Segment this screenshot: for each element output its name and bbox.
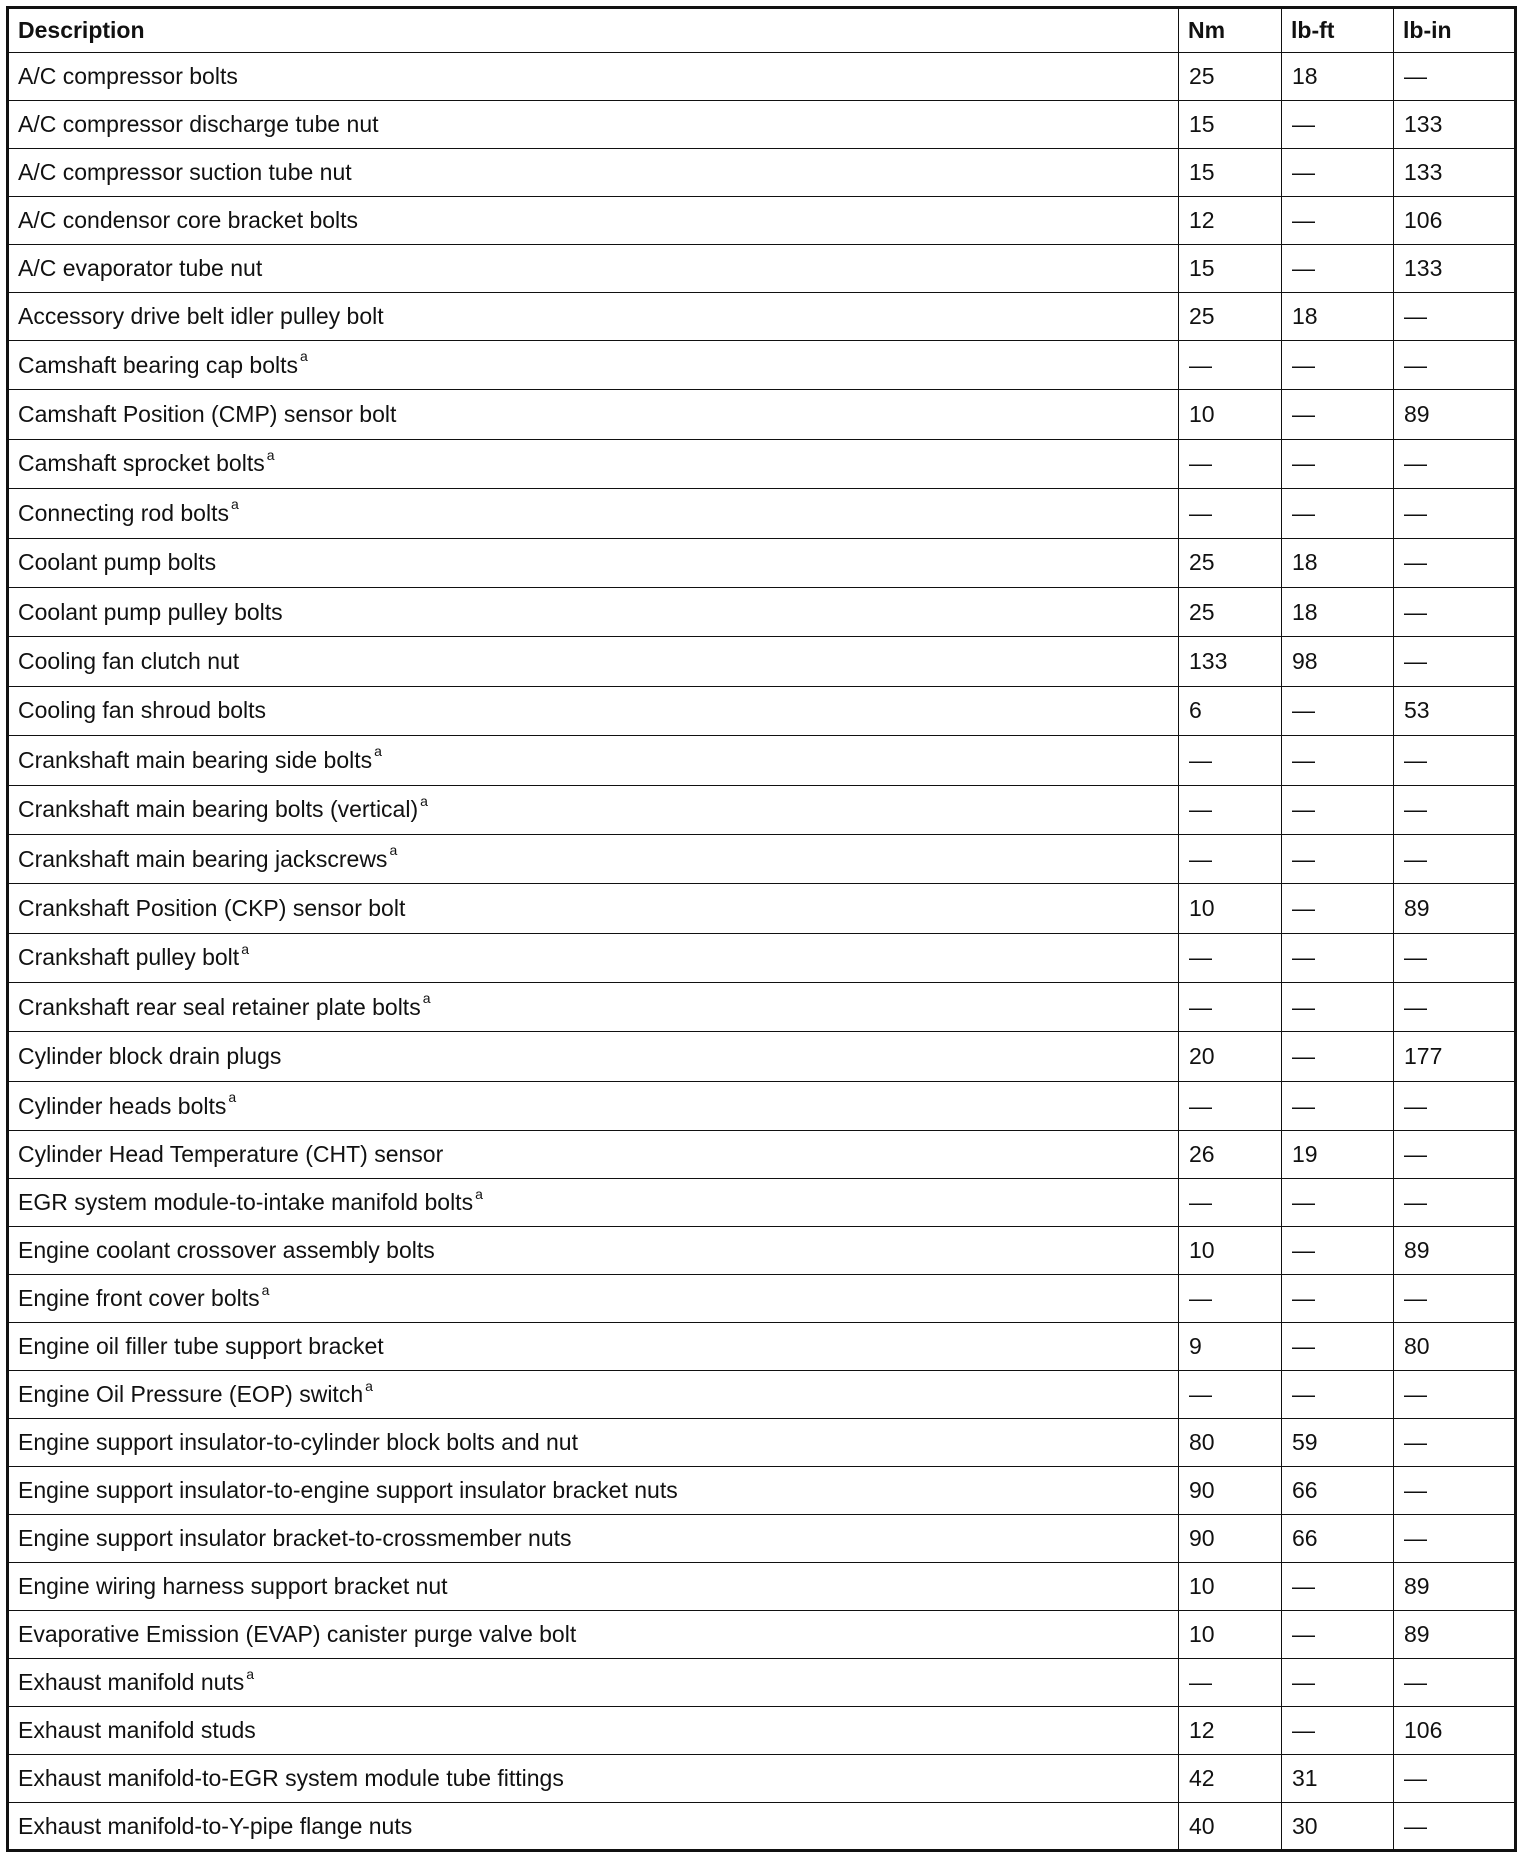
table-row xyxy=(8,1803,1516,1851)
nm-cell: 80 xyxy=(1179,1419,1282,1467)
lb-ft-cell: — xyxy=(1282,1707,1394,1755)
description-cell xyxy=(8,1515,1179,1563)
lb-ft-cell: — xyxy=(1282,1563,1394,1611)
description-cell xyxy=(8,933,1179,982)
lb-ft-cell: 18 xyxy=(1282,293,1394,341)
description-cell xyxy=(8,293,1179,341)
lb-ft-cell: — xyxy=(1282,245,1394,293)
table-row xyxy=(8,53,1516,101)
table-row xyxy=(8,149,1516,197)
header-lb-in: lb-in xyxy=(1394,8,1516,53)
table-row xyxy=(8,983,1516,1032)
description-text: Crankshaft pulley bolt xyxy=(18,944,240,971)
description-text: Crankshaft main bearing bolts (vertical) xyxy=(18,796,419,823)
nm-cell: — xyxy=(1179,1179,1282,1227)
lb-in-cell: — xyxy=(1394,538,1516,587)
lb-ft-cell: 66 xyxy=(1282,1467,1394,1515)
footnote-marker: a xyxy=(420,792,428,809)
description-text: Crankshaft rear seal retainer plate bolts xyxy=(18,993,421,1020)
lb-ft-cell: — xyxy=(1282,1611,1394,1659)
description-text: A/C evaporator tube nut xyxy=(18,255,263,281)
lb-ft-cell: — xyxy=(1282,1032,1394,1081)
lb-in-cell: — xyxy=(1394,834,1516,883)
description-text: Engine front cover bolts xyxy=(18,1285,260,1312)
table-row xyxy=(8,390,1516,439)
description-text: Engine wiring harness support bracket nut xyxy=(18,1573,448,1600)
lb-ft-cell: — xyxy=(1282,933,1394,982)
description-text: Exhaust manifold-to-EGR system module tube fittings xyxy=(18,1765,564,1792)
description-cell xyxy=(8,538,1179,587)
description-cell xyxy=(8,736,1179,785)
table-row xyxy=(8,1323,1516,1371)
lb-in-cell: — xyxy=(1394,785,1516,834)
lb-in-cell: — xyxy=(1394,1515,1516,1563)
lb-in-cell: — xyxy=(1394,637,1516,686)
footnote-marker: a xyxy=(365,1377,373,1394)
lb-ft-cell: 98 xyxy=(1282,637,1394,686)
footnote-marker: a xyxy=(475,1185,483,1202)
nm-cell: 10 xyxy=(1179,390,1282,439)
table-row xyxy=(8,1227,1516,1275)
lb-ft-cell: 18 xyxy=(1282,538,1394,587)
nm-cell: 10 xyxy=(1179,884,1282,933)
description-text: Evaporative Emission (EVAP) canister purge valve bolt xyxy=(18,1621,577,1648)
description-text: Exhaust manifold nuts xyxy=(18,1669,245,1696)
description-cell xyxy=(8,1659,1179,1707)
nm-cell: 25 xyxy=(1179,53,1282,101)
nm-cell: 90 xyxy=(1179,1515,1282,1563)
nm-cell: — xyxy=(1179,489,1282,538)
description-text: Exhaust manifold-to-Y-pipe flange nuts xyxy=(18,1812,413,1839)
lb-ft-cell: 30 xyxy=(1282,1803,1394,1851)
table-row xyxy=(8,245,1516,293)
table-row xyxy=(8,197,1516,245)
description-cell xyxy=(8,439,1179,488)
footnote-marker: a xyxy=(246,1665,255,1682)
lb-in-cell: 177 xyxy=(1394,1032,1516,1081)
lb-in-cell: 89 xyxy=(1394,1611,1516,1659)
description-text: Coolant pump bolts xyxy=(18,549,217,576)
nm-cell: 9 xyxy=(1179,1323,1282,1371)
nm-cell: 12 xyxy=(1179,1707,1282,1755)
description-text: Engine support insulator bracket-to-crossmember nuts xyxy=(18,1525,572,1552)
table-row xyxy=(8,686,1516,735)
lb-ft-cell: — xyxy=(1282,341,1394,390)
lb-ft-cell: 18 xyxy=(1282,53,1394,101)
description-text: A/C compressor suction tube nut xyxy=(18,159,352,185)
description-cell xyxy=(8,1803,1179,1851)
lb-in-cell: — xyxy=(1394,1755,1516,1803)
lb-ft-cell: — xyxy=(1282,1659,1394,1707)
description-text: Crankshaft main bearing side bolts xyxy=(18,746,373,773)
lb-ft-cell: — xyxy=(1282,197,1394,245)
footnote-marker: a xyxy=(266,446,275,463)
table-row xyxy=(8,1515,1516,1563)
nm-cell: 90 xyxy=(1179,1467,1282,1515)
description-text: Engine support insulator-to-cylinder block bolts and nut xyxy=(18,1429,578,1456)
lb-in-cell: — xyxy=(1394,1371,1516,1419)
description-cell xyxy=(8,1371,1179,1419)
table-row xyxy=(8,341,1516,390)
nm-cell: — xyxy=(1179,785,1282,834)
description-text: Cylinder heads bolts xyxy=(18,1092,227,1119)
lb-in-cell: — xyxy=(1394,1179,1516,1227)
nm-cell: 15 xyxy=(1179,245,1282,293)
description-cell xyxy=(8,1227,1179,1275)
table-row xyxy=(8,785,1516,834)
table-row xyxy=(8,637,1516,686)
description-cell xyxy=(8,341,1179,390)
lb-ft-cell: — xyxy=(1282,785,1394,834)
description-text: Crankshaft Position (CKP) sensor bolt xyxy=(18,894,406,921)
description-text: Engine Oil Pressure (EOP) switch xyxy=(18,1381,364,1408)
description-text: EGR system module-to-intake manifold bolts xyxy=(18,1189,474,1216)
lb-ft-cell: — xyxy=(1282,884,1394,933)
nm-cell: 25 xyxy=(1179,293,1282,341)
description-cell xyxy=(8,983,1179,1032)
table-row xyxy=(8,293,1516,341)
header-lb-ft: lb-ft xyxy=(1282,8,1394,53)
description-text: Engine support insulator-to-engine support insulator bracket nuts xyxy=(18,1477,678,1504)
nm-cell: 12 xyxy=(1179,197,1282,245)
lb-in-cell: — xyxy=(1394,587,1516,636)
footnote-marker: a xyxy=(241,940,249,957)
description-text: Camshaft bearing cap bolts xyxy=(18,351,298,378)
lb-in-cell: — xyxy=(1394,736,1516,785)
lb-ft-cell: 19 xyxy=(1282,1131,1394,1179)
lb-ft-cell: — xyxy=(1282,686,1394,735)
description-cell xyxy=(8,834,1179,883)
nm-cell: 10 xyxy=(1179,1563,1282,1611)
table-row xyxy=(8,1081,1516,1130)
lb-in-cell: — xyxy=(1394,933,1516,982)
footnote-marker: a xyxy=(230,496,239,513)
lb-in-cell: — xyxy=(1394,293,1516,341)
lb-in-cell: — xyxy=(1394,1081,1516,1130)
lb-in-cell: 89 xyxy=(1394,390,1516,439)
nm-cell: 10 xyxy=(1179,1227,1282,1275)
lb-ft-cell: — xyxy=(1282,1275,1394,1323)
lb-in-cell: 53 xyxy=(1394,686,1516,735)
lb-in-cell: 106 xyxy=(1394,1707,1516,1755)
description-cell xyxy=(8,101,1179,149)
footnote-marker: a xyxy=(374,743,382,760)
table-header xyxy=(8,8,1516,53)
lb-in-cell: — xyxy=(1394,1467,1516,1515)
table-row xyxy=(8,587,1516,636)
lb-in-cell: — xyxy=(1394,1275,1516,1323)
lb-in-cell: — xyxy=(1394,489,1516,538)
description-cell xyxy=(8,1081,1179,1130)
nm-cell: 40 xyxy=(1179,1803,1282,1851)
lb-in-cell: 89 xyxy=(1394,1227,1516,1275)
table-row xyxy=(8,1755,1516,1803)
lb-ft-cell: 31 xyxy=(1282,1755,1394,1803)
table-row xyxy=(8,1467,1516,1515)
footnote-marker: a xyxy=(422,990,431,1007)
nm-cell: 25 xyxy=(1179,538,1282,587)
description-text: Coolant pump pulley bolts xyxy=(18,598,283,625)
table-row xyxy=(8,933,1516,982)
lb-ft-cell: — xyxy=(1282,983,1394,1032)
table-row xyxy=(8,1179,1516,1227)
lb-in-cell: — xyxy=(1394,1659,1516,1707)
lb-ft-cell: — xyxy=(1282,1227,1394,1275)
description-text: A/C condensor core bracket bolts xyxy=(18,207,359,233)
description-cell xyxy=(8,149,1179,197)
description-text: Engine oil filler tube support bracket xyxy=(18,1333,384,1360)
description-text: Connecting rod bolts xyxy=(18,499,229,526)
lb-in-cell: — xyxy=(1394,439,1516,488)
description-cell xyxy=(8,390,1179,439)
table-row xyxy=(8,1131,1516,1179)
nm-cell: 15 xyxy=(1179,101,1282,149)
torque-specification-table xyxy=(6,6,1517,1852)
nm-cell: 10 xyxy=(1179,1611,1282,1659)
lb-ft-cell: — xyxy=(1282,489,1394,538)
nm-cell: 42 xyxy=(1179,1755,1282,1803)
description-text: Cooling fan shroud bolts xyxy=(18,697,267,724)
table-row xyxy=(8,1707,1516,1755)
table-row xyxy=(8,101,1516,149)
description-text: Cooling fan clutch nut xyxy=(18,648,240,675)
lb-ft-cell: — xyxy=(1282,390,1394,439)
lb-ft-cell: 18 xyxy=(1282,587,1394,636)
footnote-marker: a xyxy=(300,348,308,365)
lb-in-cell: 106 xyxy=(1394,197,1516,245)
description-cell xyxy=(8,1755,1179,1803)
lb-in-cell: — xyxy=(1394,1131,1516,1179)
lb-ft-cell: — xyxy=(1282,101,1394,149)
description-text: A/C compressor bolts xyxy=(18,63,238,89)
description-cell xyxy=(8,884,1179,933)
description-cell xyxy=(8,785,1179,834)
nm-cell: — xyxy=(1179,439,1282,488)
table-row xyxy=(8,834,1516,883)
description-text: Crankshaft main bearing jackscrews xyxy=(18,845,388,872)
lb-ft-cell: — xyxy=(1282,834,1394,883)
table-row xyxy=(8,1032,1516,1081)
nm-cell: — xyxy=(1179,1081,1282,1130)
description-text: Accessory drive belt idler pulley bolt xyxy=(18,303,384,329)
description-cell xyxy=(8,686,1179,735)
lb-in-cell: 133 xyxy=(1394,245,1516,293)
lb-ft-cell: — xyxy=(1282,1179,1394,1227)
description-cell xyxy=(8,1323,1179,1371)
table-row xyxy=(8,1563,1516,1611)
description-cell xyxy=(8,1611,1179,1659)
nm-cell: — xyxy=(1179,1275,1282,1323)
lb-in-cell: — xyxy=(1394,53,1516,101)
header-row xyxy=(8,8,1516,53)
lb-in-cell: — xyxy=(1394,1803,1516,1851)
header-description: Description xyxy=(8,8,1179,53)
table-row xyxy=(8,439,1516,488)
nm-cell: 6 xyxy=(1179,686,1282,735)
nm-cell: — xyxy=(1179,1371,1282,1419)
description-cell xyxy=(8,1275,1179,1323)
nm-cell: — xyxy=(1179,834,1282,883)
description-cell xyxy=(8,53,1179,101)
lb-in-cell: 80 xyxy=(1394,1323,1516,1371)
lb-in-cell: — xyxy=(1394,1419,1516,1467)
description-text: Engine coolant crossover assembly bolts xyxy=(18,1237,435,1264)
nm-cell: — xyxy=(1179,1659,1282,1707)
description-cell xyxy=(8,637,1179,686)
lb-ft-cell: — xyxy=(1282,736,1394,785)
description-text: Camshaft Position (CMP) sensor bolt xyxy=(18,401,397,428)
description-cell xyxy=(8,587,1179,636)
description-cell xyxy=(8,1131,1179,1179)
lb-in-cell: 89 xyxy=(1394,884,1516,933)
table-row xyxy=(8,538,1516,587)
lb-in-cell: — xyxy=(1394,983,1516,1032)
description-text: A/C compressor discharge tube nut xyxy=(18,111,379,137)
footnote-marker: a xyxy=(389,841,398,858)
description-cell xyxy=(8,1707,1179,1755)
description-text: Cylinder block drain plugs xyxy=(18,1043,282,1070)
nm-cell: 26 xyxy=(1179,1131,1282,1179)
description-text: Camshaft sprocket bolts xyxy=(18,450,265,477)
nm-cell: — xyxy=(1179,933,1282,982)
description-cell xyxy=(8,1179,1179,1227)
description-cell xyxy=(8,1563,1179,1611)
lb-in-cell: — xyxy=(1394,341,1516,390)
description-cell xyxy=(8,1419,1179,1467)
description-cell xyxy=(8,489,1179,538)
nm-cell: — xyxy=(1179,736,1282,785)
table-body xyxy=(8,53,1516,1851)
description-cell xyxy=(8,1467,1179,1515)
nm-cell: 15 xyxy=(1179,149,1282,197)
description-text: Exhaust manifold studs xyxy=(18,1717,256,1744)
header-nm: Nm xyxy=(1179,8,1282,53)
nm-cell: 133 xyxy=(1179,637,1282,686)
table-row xyxy=(8,884,1516,933)
lb-ft-cell: — xyxy=(1282,439,1394,488)
description-cell xyxy=(8,245,1179,293)
description-cell xyxy=(8,197,1179,245)
table-row xyxy=(8,1611,1516,1659)
nm-cell: 20 xyxy=(1179,1032,1282,1081)
lb-ft-cell: — xyxy=(1282,1371,1394,1419)
lb-in-cell: 133 xyxy=(1394,101,1516,149)
description-cell xyxy=(8,1032,1179,1081)
lb-ft-cell: — xyxy=(1282,1323,1394,1371)
table-row xyxy=(8,1275,1516,1323)
nm-cell: 25 xyxy=(1179,587,1282,636)
table-row xyxy=(8,489,1516,538)
description-text: Cylinder Head Temperature (CHT) sensor xyxy=(18,1141,444,1168)
table-row xyxy=(8,736,1516,785)
footnote-marker: a xyxy=(261,1281,270,1298)
footnote-marker: a xyxy=(228,1088,237,1105)
lb-ft-cell: 59 xyxy=(1282,1419,1394,1467)
table-row xyxy=(8,1371,1516,1419)
lb-ft-cell: — xyxy=(1282,1081,1394,1130)
table-row xyxy=(8,1419,1516,1467)
nm-cell: — xyxy=(1179,341,1282,390)
lb-ft-cell: 66 xyxy=(1282,1515,1394,1563)
lb-ft-cell: — xyxy=(1282,149,1394,197)
table-row xyxy=(8,1659,1516,1707)
lb-in-cell: 89 xyxy=(1394,1563,1516,1611)
nm-cell: — xyxy=(1179,983,1282,1032)
lb-in-cell: 133 xyxy=(1394,149,1516,197)
